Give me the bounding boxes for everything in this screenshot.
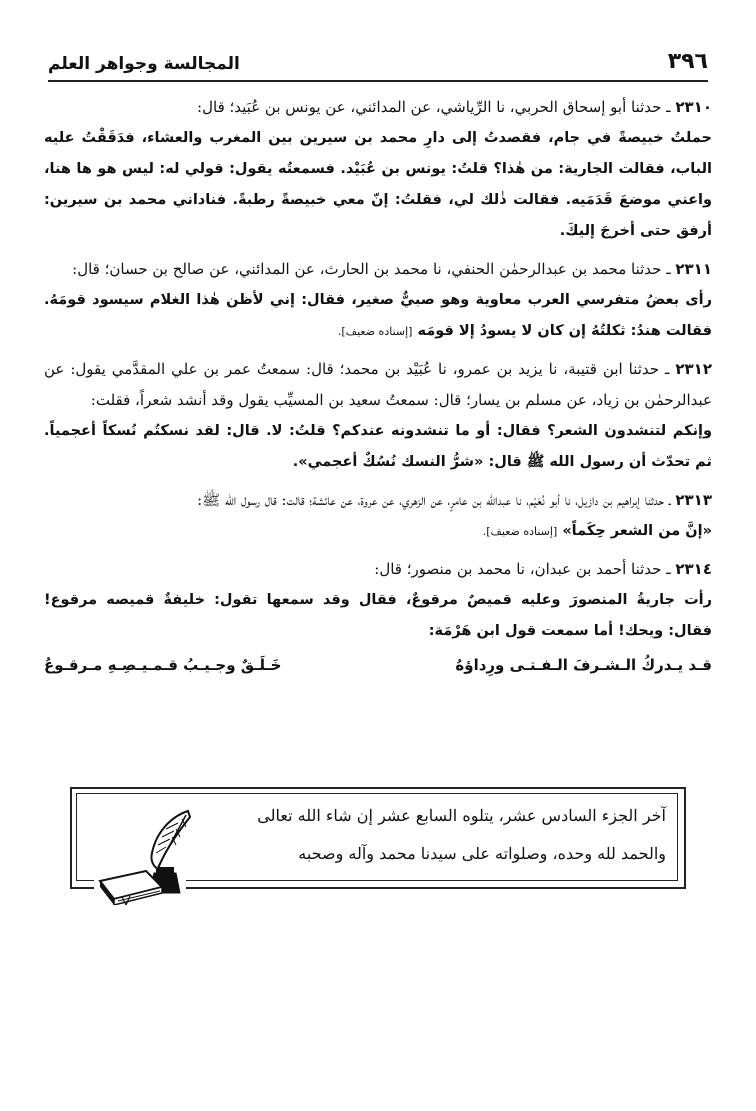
matn-text: رأى بعضُ متفرسي العرب معاوية وهو صبيٌّ صغير، فقال: إني لأظن هٰذا الغلام سيسود قومَهُ. فقالت هندُ: ثكلتُهُ إن كان لا يسودُ إلا قومَه [44,292,712,339]
entry-number: ٢٣١٠ [675,98,712,116]
entry-number: ٢٣١٢ [675,360,712,378]
isnad-text: ـ حدثنا إبراهيم بن دازيل، نا أبو نُعَيْم، نا عبدالله بن عامرٍ، عن الزهري، عن عروة، عن عائشة؛ قالت: قال رسول الله ﷺ: [197,491,671,509]
colophon-box [70,787,686,907]
entry-2312-isnad [44,354,712,416]
isnad-text: ـ حدثنا أبو إسحاق الحربي، نا الرِّياشي، عن المدائني، عن يونس بن عُبَيد؛ قال: [197,98,671,116]
entry-2314-isnad [44,554,712,585]
entry-2314-matn: رأت جاريةُ المنصورَ وعليه قميصٌ مرقوعٌ، فقال وقد سمعها تقول: خليفةٌ قميصه مرقوع! فقال: ويحك! أما سمعت قول ابن هَرْمَة: [44,592,712,639]
entry-number: ٢٣١٤ [675,560,712,578]
matn-text: «إنَّ من الشعر حِكَماً» [562,523,712,539]
entry-number: ٢٣١١ [675,260,712,278]
verse-left-hemistich: خَـلَـقٌ وجـيـبُ قـمـيـصِـهِ مـرقـوعُ [44,656,282,674]
isnad-text: ـ حدثنا ابن قتيبة، نا يزيد بن عمرو، نا عُبَيْد بن محمد؛ قال: سمعتُ عمر بن علي المقدَّمي يقول: عن عبدالرحمٰن بن زياد، عن مسلم بن يسار؛ قال: سمعتُ سعيد بن المسيِّب يقول وقد أنشد شعراً، فقلت: [44,360,712,409]
page-header [48,38,708,82]
page-number: ٣٩٦ [667,49,708,74]
colophon-text [196,797,666,873]
grading-note: [إسناده ضعيف]. [482,525,558,538]
quill-and-book-icon [92,807,202,905]
entry-2312-matn: وإنكم لتنشدون الشعر؟ فقال: أو ما تنشدونه عندكم؟ قلتُ: لا. قال: لقد نسكتُم نُسكاً أعجمياً. ثم تحدّث أن رسول الله ﷺ قال: «شرُّ النسك نُسُكٌ أعجمي». [44,423,712,470]
entry-2310-isnad [44,92,712,123]
grading-note: [إسناده ضعيف]. [337,325,413,338]
colophon-line-1: آخر الجزء السادس عشر، يتلوه السابع عشر إن شاء الله تعالى [257,806,666,825]
entry-2311-isnad [44,254,712,285]
poem-verse [44,649,712,681]
entry-2313-isnad [44,485,712,516]
verse-right-hemistich: قـد يـدركُ الـشـرفَ الـفـتـى ورِداؤهُ [455,656,712,674]
colophon-line-2: والحمد لله وحده، وصلواته على سيدنا محمد وآله وصحبه [298,844,666,863]
entry-2310-matn: حملتُ خبيصةً في جام، فقصدتُ إلى دارِ محمد بن سيرين بين المغرب والعشاء، فدَقَقْتُ عليه الباب، فقالت الجارية: من هٰذا؟ قلتُ: يونس بن عُبَيْد. فسمعتُه يقول: قولي له: ليس هو ها هنا، واعني موضعَ قَدَمَيه. فقالت ذٰلك لي، فقلتُ: إنّ معي خبيصةً رطبةً. فناداني محمد بن سيرين: أرفق حتى أخرجَ إليكَ. [44,130,712,239]
isnad-text: ـ حدثنا محمد بن عبدالرحمٰن الحنفي، نا محمد بن الحارث، عن المدائني، عن صالح بن حسان؛ قال: [72,260,671,278]
entry-2311-matn [44,285,712,347]
isnad-text: ـ حدثنا أحمد بن عبدان، نا محمد بن منصور؛ قال: [374,560,671,578]
entry-2313-matn [44,516,712,547]
body-text [44,92,712,681]
running-title: المجالسة وجواهر العلم [48,54,240,74]
entry-number: ٢٣١٣ [675,491,712,509]
